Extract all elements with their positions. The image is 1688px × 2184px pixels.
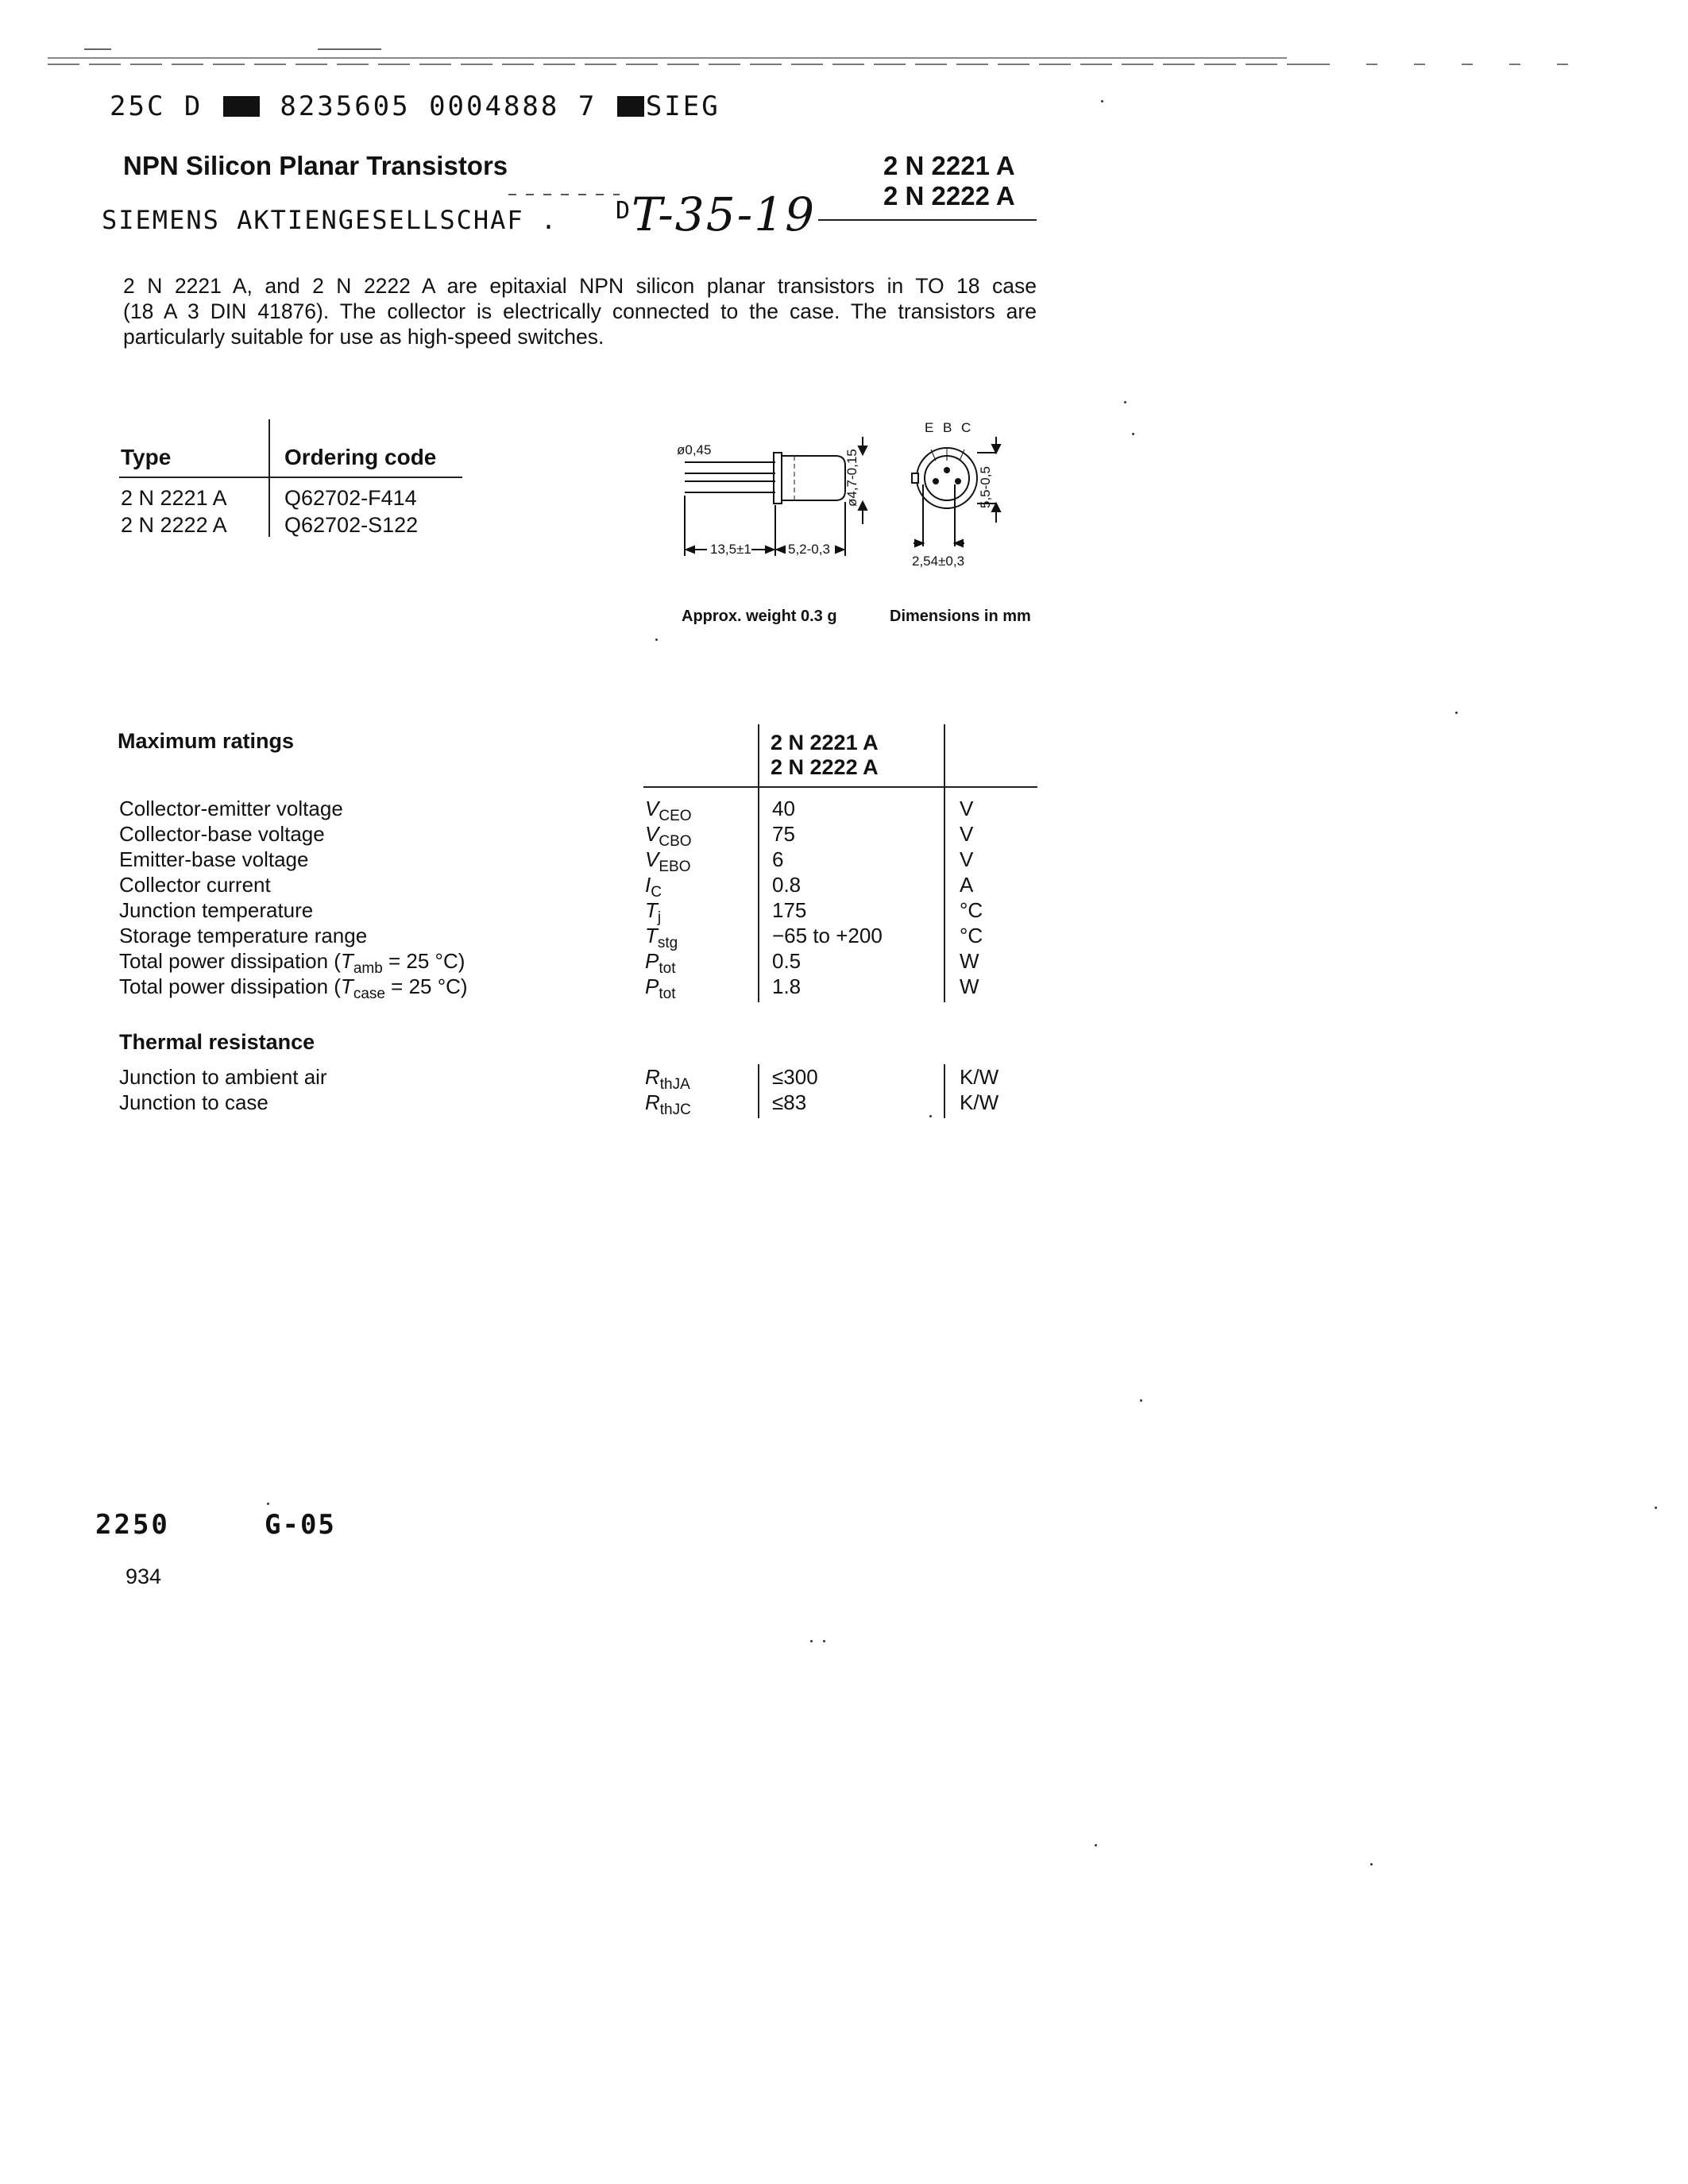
height-label: 5,5-0,5 [978,466,993,508]
ink-block [223,96,260,117]
ink-block [617,96,644,117]
lead-length-label: 13,5±1 [710,542,751,557]
column-header-1: 2 N 2221 A [771,731,879,754]
rating-label: Total power dissipation ($T_{amb} = 25$ °C) [119,949,465,977]
rating-symbol: $P_{tot}$ [645,949,676,977]
ordering-code-header: Ordering code [284,445,437,469]
rating-symbol: $T_{stg}$ [645,924,678,951]
thermal-symbol: $R_{thJA}$ [645,1065,690,1093]
thermal-divider-right [944,1064,945,1118]
thermal-resistance-title: Thermal resistance [119,1030,315,1054]
handwritten-code: T-35-19 [632,187,817,241]
pin-label-c: C [961,420,971,435]
thermal-symbol: $R_{thJC}$ [645,1090,691,1118]
rating-label: Collector-base voltage [119,822,325,846]
scan-speck [1095,1844,1097,1846]
rating-unit: V [960,822,974,846]
ordering-code-cell: Q62702-S122 [284,513,419,537]
thermal-value: ≤300 [772,1065,818,1089]
scan-speck [655,639,658,641]
header-rule [818,219,1037,221]
rating-symbol: $V_{EBO}$ [645,847,691,875]
rating-label: Emitter-base voltage [119,847,309,871]
rating-symbol: $P_{tot}$ [645,974,676,1002]
rating-symbol: $I_C$ [645,873,662,901]
scan-speck [929,1115,932,1117]
type-cell: 2 N 2221 A [121,486,227,510]
scan-line [1319,64,1589,65]
rating-value: 0.5 [772,949,802,973]
thermal-label: Junction to case [119,1090,268,1114]
scan-line [318,48,381,50]
column-header-2: 2 N 2222 A [771,755,879,779]
ratings-divider-left [758,724,759,1002]
intro-line: (18 A 3 DIN 41876). The collector is electrically connected to the case. The transistors are [123,299,1037,323]
rating-label: Junction temperature [119,898,314,922]
type-cell: 2 N 2222 A [121,513,227,537]
page-small-number: 934 [126,1565,162,1588]
company-name: SIEMENS AKTIENGESELLSCHAF . [102,205,558,235]
scan-speck [810,1640,813,1642]
rating-unit: W [960,974,979,998]
rating-unit: V [960,797,974,820]
thermal-label: Junction to ambient air [119,1065,327,1089]
lead-diameter-label: ø0,45 [677,442,712,457]
pin-label-e: E [925,420,934,435]
scan-speck [1101,100,1103,102]
scan-speck [1655,1507,1657,1509]
intro-paragraph [123,273,1037,349]
rating-unit: °C [960,924,983,947]
ordering-code-cell: Q62702-F414 [284,486,417,510]
pin-spacing-label: 2,54±0,3 [912,554,965,569]
pin-label-b: B [943,420,952,435]
scan-speck [1124,401,1126,403]
scan-speck [1370,1863,1373,1866]
intro-line: particularly suitable for use as high-speed switches. [123,325,605,349]
scan-speck [1455,712,1458,714]
package-drawing [675,413,1009,572]
rating-symbol: $V_{CEO}$ [645,797,692,824]
rating-unit: V [960,847,974,871]
part-number-2: 2 N 2222 A [883,181,1015,210]
rating-value: 40 [772,797,795,820]
rating-label: Collector-emitter voltage [119,797,343,820]
part-number-1: 2 N 2221 A [883,151,1015,180]
rating-label: Collector current [119,873,271,897]
dimensions-note: Dimensions in mm [890,608,1031,625]
page-number: 2250 [95,1509,170,1541]
ratings-divider-right [944,724,945,1002]
type-table-divider [268,419,270,537]
body-diameter-label: ø4,7-0,15 [844,449,859,507]
max-ratings-title: Maximum ratings [118,729,295,753]
body-length-label: 5,2-0,3 [788,542,830,557]
intro-line: 2 N 2221 A, and 2 N 2222 A are epitaxial NPN silicon planar transistors in TO 18 case [123,274,1037,298]
page-code: G-05 [265,1509,336,1541]
scan-line [48,64,1319,65]
scan-speck [1140,1399,1142,1402]
rating-label: Storage temperature range [119,924,368,947]
rating-label: Total power dissipation ($T_{case} = 25$ °C) [119,974,468,1002]
rating-symbol: $V_{CBO}$ [645,822,692,850]
scan-speck [1132,433,1134,435]
handwritten-prefix: D [616,197,631,225]
rating-value: 6 [772,847,784,871]
ratings-rule [643,786,1037,788]
rating-unit: W [960,949,979,973]
scan-line [84,48,111,50]
weight-note: Approx. weight 0.3 g [682,608,837,625]
rating-unit: A [960,873,974,897]
thermal-unit: K/W [960,1090,999,1114]
rating-value: 175 [772,898,807,922]
thermal-divider-left [758,1064,759,1118]
document-title: NPN Silicon Planar Transistors [123,151,508,180]
thermal-unit: K/W [960,1065,999,1089]
scan-line [508,194,620,195]
type-header: Type [121,445,172,469]
rating-value: 75 [772,822,795,846]
rating-value: 0.8 [772,873,802,897]
rating-value: 1.8 [772,974,802,998]
rating-symbol: $T_j$ [645,898,662,926]
type-table-rule [119,477,462,478]
rating-value: −65 to +200 [772,924,883,947]
scan-speck [267,1503,269,1505]
scan-code: 25C D 8235605 0004888 7 SIEG [110,91,720,122]
scan-line [48,57,1287,59]
scan-speck [823,1640,825,1642]
thermal-value: ≤83 [772,1090,807,1114]
rating-unit: °C [960,898,983,922]
